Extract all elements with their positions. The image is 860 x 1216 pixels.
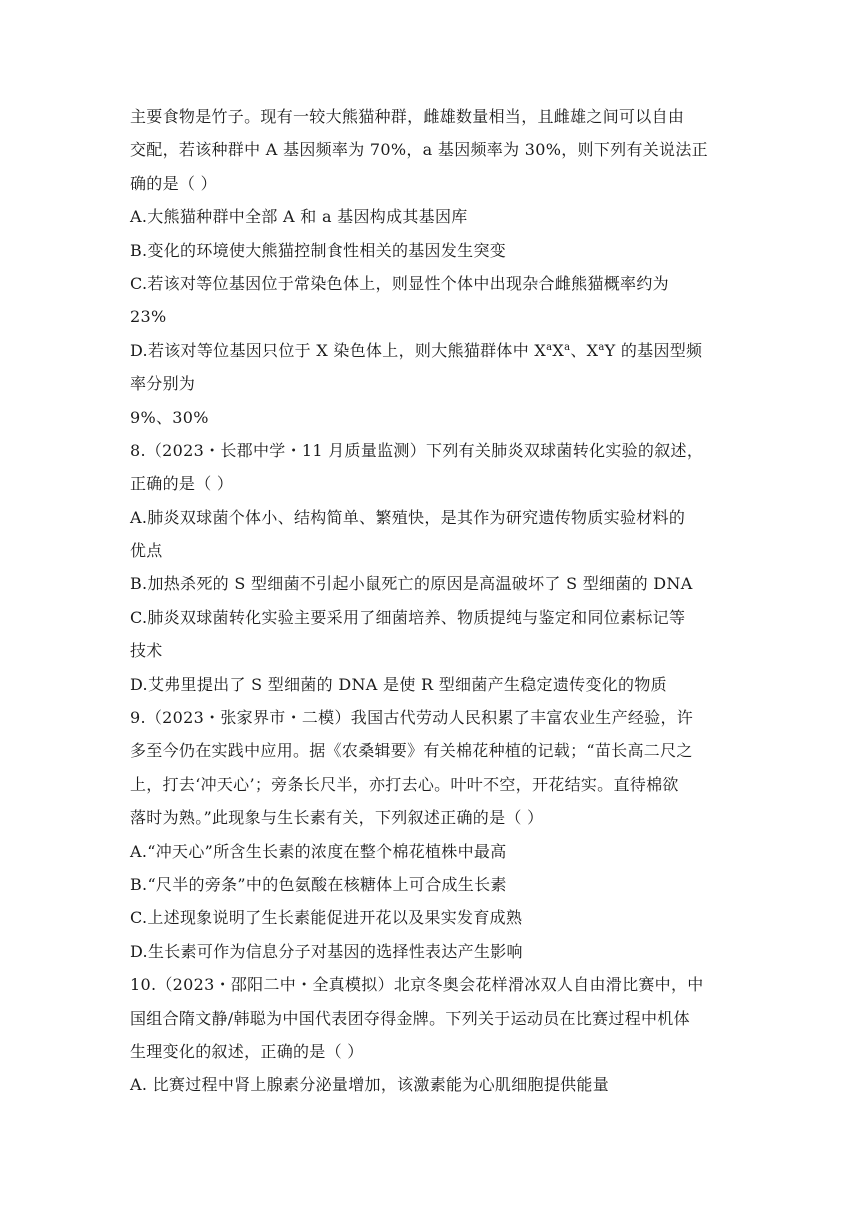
question-7-stem-line: 交配，若该种群中 A 基因频率为 70%，a 基因频率为 30%，则下列有关说法正 xyxy=(130,140,708,160)
question-10 xyxy=(130,968,730,1102)
option-d-text: Y 的基因型频 xyxy=(604,340,703,360)
question-9-option-b: B.“尺半的旁条”中的色氨酸在核糖体上可合成生长素 xyxy=(130,874,507,894)
question-7-option-b: B.变化的环境使大熊猫控制食性相关的基因发生突变 xyxy=(130,240,507,260)
question-8-option-b: B.加热杀死的 S 型细菌不引起小鼠死亡的原因是高温破坏了 S 型细菌的 DNA xyxy=(130,574,693,594)
question-7-stem-line: 主要食物是竹子。现有一较大熊猫种群，雌雄数量相当，且雌雄之间可以自由 xyxy=(130,107,685,126)
superscript: a xyxy=(564,341,571,353)
question-7-option-d xyxy=(130,334,730,367)
superscript: a xyxy=(598,341,605,353)
question-9-stem-line: 上，打去‘冲天心’；旁条长尺半，亦打去心。叶叶不空，开花结实。直待棉欲 xyxy=(130,774,679,794)
question-8-stem-line: 正确的是（ ） xyxy=(130,474,234,494)
question-9-stem-line: 落时为熟。”此现象与生长素有关，下列叙述正确的是（ ） xyxy=(130,808,544,828)
question-10-stem-line: 10.（2023・邵阳二中・全真模拟）北京冬奥会花样滑冰双人自由滑比赛中，中 xyxy=(130,975,704,995)
question-7-option-c: C.若该对等位基因位于常染色体上，则显性个体中出现杂合雌熊猫概率约为 xyxy=(130,273,669,293)
question-7 xyxy=(130,100,730,434)
document-page xyxy=(130,100,730,1102)
question-8 xyxy=(130,434,730,701)
option-d-text: 、X xyxy=(570,340,599,360)
question-8-option-c-continued: 技术 xyxy=(130,641,163,661)
question-10-stem-line: 生理变化的叙述，正确的是（ ） xyxy=(130,1041,364,1061)
question-9-stem-line: 9.（2023・张家界市・二模）我国古代劳动人民积累了丰富农业生产经验，许 xyxy=(130,708,694,728)
question-7-stem-line: 确的是（ ） xyxy=(130,173,217,193)
question-8-option-c: C.肺炎双球菌转化实验主要采用了细菌培养、物质提纯与鉴定和同位素标记等 xyxy=(130,607,686,627)
question-7-option-a: A.大熊猫种群中全部 A 和 a 基因构成其基因库 xyxy=(130,207,468,227)
option-d-text: D.若该对等位基因只位于 X 染色体上，则大熊猫群体中 X xyxy=(130,340,547,360)
question-9-option-a: A.“冲天心”所含生长素的浓度在整个棉花植株中最高 xyxy=(130,841,507,861)
question-7-option-d-values: 9%、30% xyxy=(130,407,209,427)
question-7-option-c-continued: 23% xyxy=(130,307,167,327)
question-9-stem-line: 多至今仍在实践中应用。据《农桑辑要》有关棉花种植的记载；“苗长高二尺之 xyxy=(130,741,693,761)
superscript: a xyxy=(546,341,553,353)
question-9-option-d: D.生长素可作为信息分子对基因的选择性表达产生影响 xyxy=(130,941,523,961)
question-7-option-d-continued: 率分别为 xyxy=(130,374,196,394)
question-9 xyxy=(130,701,730,968)
question-9-option-c: C.上述现象说明了生长素能促进开花以及果实发育成熟 xyxy=(130,908,523,928)
question-8-option-a-continued: 优点 xyxy=(130,541,163,561)
question-8-option-d: D.艾弗里提出了 S 型细菌的 DNA 是使 R 型细菌产生稳定遗传变化的物质 xyxy=(130,674,667,694)
option-d-text: X xyxy=(552,340,565,360)
question-10-option-a: A. 比赛过程中肾上腺素分泌量增加，该激素能为心肌细胞提供能量 xyxy=(130,1075,610,1095)
question-8-stem-line: 8.（2023・长郡中学・11 月质量监测）下列有关肺炎双球菌转化实验的叙述， xyxy=(130,440,704,460)
question-10-stem-line: 国组合隋文静/韩聪为中国代表团夺得金牌。下列关于运动员在比赛过程中机体 xyxy=(130,1008,690,1028)
question-8-option-a: A.肺炎双球菌个体小、结构简单、繁殖快，是其作为研究遗传物质实验材料的 xyxy=(130,507,686,527)
